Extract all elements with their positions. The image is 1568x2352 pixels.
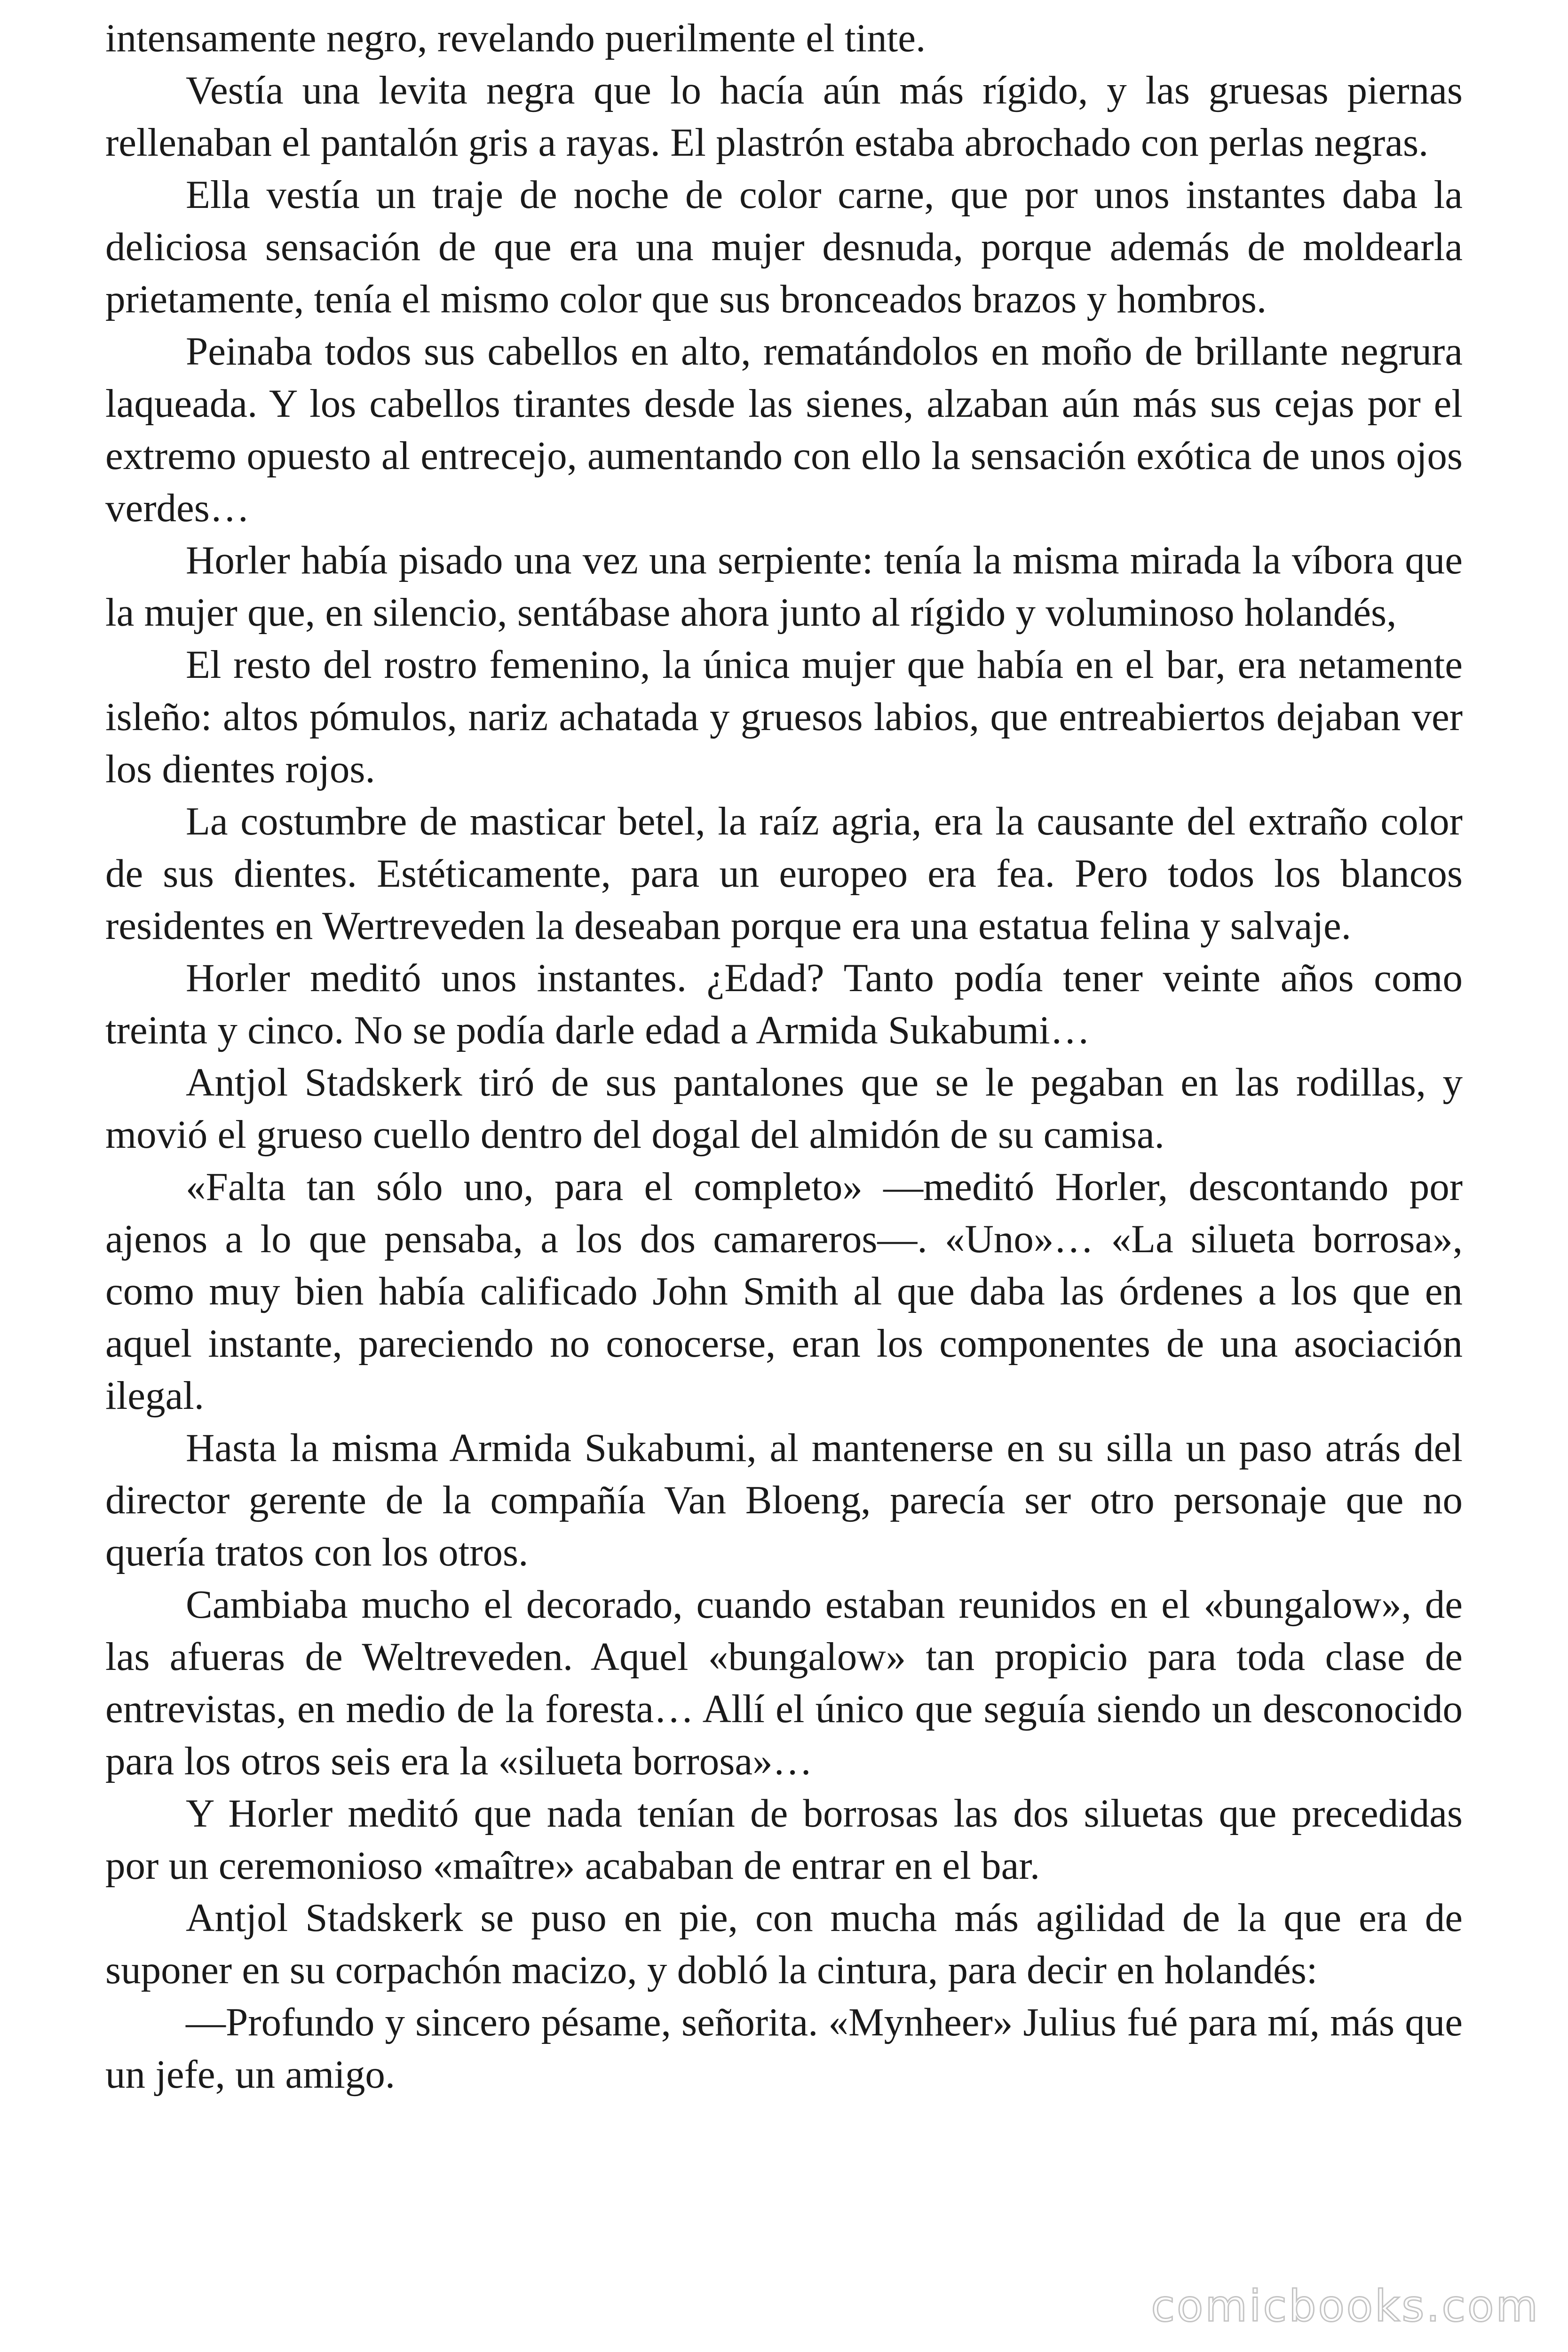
paragraph: Hasta la misma Armida Sukabumi, al mantenerse en su silla un paso atrás del director gerente de la compañía Van Bloeng, parecía ser otro personaje que no quería tratos con los otros.: [105, 1426, 1463, 1574]
paragraph: La costumbre de masticar betel, la raíz agria, era la causante del extraño color de sus dientes. Estéticamente, para un europeo era fea. Pero todos los blancos residentes en Wertreveden la deseaban porque era una estatua felina y salvaje.: [105, 799, 1463, 948]
paragraph: Cambiaba mucho el decorado, cuando estaban reunidos en el «bungalow», de las afueras de Weltreveden. Aquel «bungalow» tan propicio para toda clase de entrevistas, en medio de la foresta… Allí el único que seguía siendo un desconocido para los otros seis era la «silueta borrosa»…: [105, 1582, 1463, 1783]
paragraph: Antjol Stadskerk tiró de sus pantalones que se le pegaban en las rodillas, y movió el grueso cuello dentro del dogal del almidón de su camisa.: [105, 1060, 1463, 1157]
paragraph: Vestía una levita negra que lo hacía aún más rígido, y las gruesas piernas rellenaban el pantalón gris a rayas. El plastrón estaba abrochado con perlas negras.: [105, 68, 1463, 165]
book-page: [105, 12, 1463, 2303]
paragraph: Y Horler meditó que nada tenían de borrosas las dos siluetas que precedidas por un ceremonioso «maître» acababan de entrar en el bar.: [105, 1791, 1463, 1888]
paragraph: El resto del rostro femenino, la única mujer que había en el bar, era netamente isleño: altos pómulos, nariz achatada y gruesos labios, que entreabiertos dejaban ver los dientes rojos.: [105, 643, 1463, 791]
paragraph: Horler había pisado una vez una serpiente: tenía la misma mirada la víbora que la mujer que, en silencio, sentábase ahora junto al rígido y voluminoso holandés,: [105, 538, 1463, 635]
paragraph: Peinaba todos sus cabellos en alto, rematándolos en moño de brillante negrura laqueada. Y los cabellos tirantes desde las sienes, alzaban aún más sus cejas por el extremo opuesto al entrecejo, aumentando con ello la sensación exótica de unos ojos verdes…: [105, 329, 1463, 530]
paragraph: —Profundo y sincero pésame, señorita. «Mynheer» Julius fué para mí, más que un jefe, un amigo.: [105, 2000, 1463, 2097]
paragraph: Horler meditó unos instantes. ¿Edad? Tanto podía tener veinte años como treinta y cinco. No se podía darle edad a Armida Sukabumi…: [105, 956, 1463, 1052]
paragraph: Ella vestía un traje de noche de color carne, que por unos instantes daba la deliciosa sensación de que era una mujer desnuda, porque además de moldearla prietamente, tenía el mismo color que sus bronceados brazos y hombros.: [105, 173, 1463, 321]
paragraph: intensamente negro, revelando puerilmente el tinte.: [105, 16, 926, 60]
paragraph: «Falta tan sólo uno, para el completo» —meditó Horler, descontando por ajenos a lo que pensaba, a los dos camareros—. «Uno»… «La silueta borrosa», como muy bien había calificado John Smith al que daba las órdenes a los que en aquel instante, pareciendo no conocerse, eran los componentes de una asociación ilegal.: [105, 1165, 1463, 1418]
watermark: comicbooks.com: [1151, 2281, 1540, 2331]
paragraph: Antjol Stadskerk se puso en pie, con mucha más agilidad de la que era de suponer en su corpachón macizo, y dobló la cintura, para decir en holandés:: [105, 1896, 1463, 1992]
